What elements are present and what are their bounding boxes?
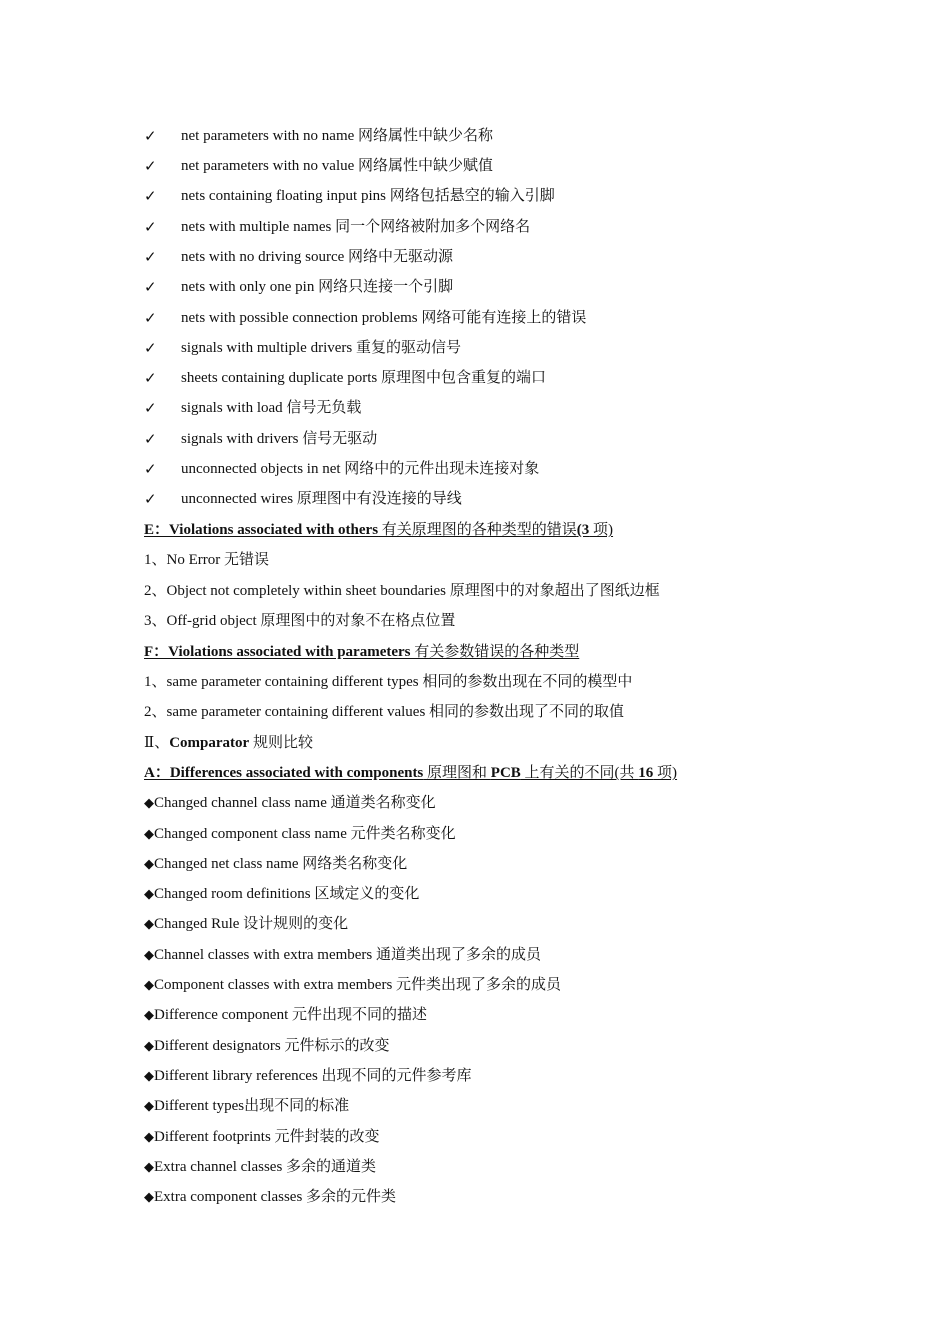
diamond-bullet-icon: ◆ — [144, 887, 154, 902]
checkmark-icon: ✓ — [144, 339, 157, 357]
check-item-text: signals with multiple drivers 重复的驱动信号 — [181, 340, 461, 356]
section-a-title: A：Differences associated with components — [144, 765, 424, 781]
section-e-title: E：Violations associated with others — [144, 522, 379, 538]
check-item-text: nets with no driving source 网络中无驱动源 — [181, 249, 454, 265]
diamond-bullet-icon: ◆ — [144, 978, 154, 993]
checkmark-icon: ✓ — [144, 278, 157, 296]
diamond-bullet-icon: ◆ — [144, 857, 154, 872]
checkmark-icon: ✓ — [144, 369, 157, 387]
check-item-text: unconnected wires 原理图中有没连接的导线 — [181, 491, 462, 507]
comparator-desc: 规则比较 — [249, 735, 313, 751]
comparator-title: Comparator — [169, 735, 250, 751]
diamond-bullet-icon: ◆ — [144, 1069, 154, 1084]
diamond-bullet-icon: ◆ — [144, 1099, 154, 1114]
check-item-text: unconnected objects in net 网络中的元件出现未连接对象 — [181, 461, 540, 477]
diamond-bullet-icon: ◆ — [144, 948, 154, 963]
check-item-text: nets containing floating input pins 网络包括悬空的输入引脚 — [181, 188, 555, 204]
checkmark-icon: ✓ — [144, 460, 157, 478]
section-f-desc: 有关参数错误的各种类型 — [410, 644, 580, 660]
diamond-bullet-icon: ◆ — [144, 1190, 154, 1205]
check-item-text: net parameters with no value 网络属性中缺少赋值 — [181, 158, 494, 174]
check-item-text: nets with multiple names 同一个网络被附加多个网络名 — [181, 219, 531, 235]
check-item-text: signals with drivers 信号无驱动 — [181, 431, 378, 447]
section-e-count: (3 — [576, 522, 590, 538]
checkmark-icon: ✓ — [144, 248, 157, 266]
checkmark-icon: ✓ — [144, 187, 157, 205]
check-item-text: net parameters with no name 网络属性中缺少名称 — [181, 128, 494, 144]
checkmark-icon: ✓ — [144, 157, 157, 175]
diamond-bullet-icon: ◆ — [144, 1008, 154, 1023]
document-page: ✓ net parameters with no name 网络属性中缺少名称 ✓ net parameters with no value 网络属性中缺少赋值 ✓ nets containing floating input pins 网络包括悬空的输入引脚 ✓ nets with multiple names 同一个网络被附加多个网络名 ✓ nets with no driving source 网络中无驱动源 ✓ nets with only one pin 网络只连接一个引脚 ✓ nets with possible connection problems 网络可能有连接上的错误 ✓ signals with multiple drivers 重复的驱动信号 ✓ sheets containing duplicate ports 原理图中包含重复的端口 ✓ signals with load 信号无负载 ✓ signals with drivers 信号无驱动 ✓ unconnected objects in net 网络中的元件出现未连接对象 ✓ unconnected wires 原理图中有没连接的导线 E：Violations associated with others 有关原理图的各种类型的错误(3 项) 1、No Error 无错误 2、Object not completely within sheet boundaries 原理图中的对象超出了图纸边框 3、Off-grid object 原理图中的对象不在格点位置 F：Violations associated with parameters 有关参数错误的各种类型 1、same parameter containing different types 相同的参数出现在不同的模型中 2、same parameter containing different values 相同的参数出现了不同的取值 Ⅱ、Comparator 规则比较 A：Differences associated with components 原理图和 PCB 上有关的不同(共 16 项) ◆Changed channel class name 通道类名称变化 ◆Changed component class name 元件类名称变化 ◆Changed net class name 网络类名称变化 ◆Changed room definitions 区域定义的变化 ◆Changed Rule 设计规则的变化 ◆Channel classes with extra members 通道类出现了多余的成员 ◆Component classes with extra members 元件类出现了多余的成员 ◆Difference component 元件出现不同的描述 ◆Different designators 元件标示的改变 ◆Different library references 出现不同的元件参考库 ◆Different types出现不同的标准 ◆Different footprints 元件封装的改变 ◆Extra channel classes 多余的通道类 ◆Extra component classes 多余的元件类 — [144, 127, 678, 1205]
diamond-bullet-icon: ◆ — [144, 1130, 154, 1145]
diamond-bullet-icon: ◆ — [144, 796, 154, 811]
checkmark-icon: ✓ — [144, 399, 157, 417]
diamond-bullet-icon: ◆ — [144, 917, 154, 932]
check-item-text: nets with only one pin 网络只连接一个引脚 — [181, 279, 454, 295]
checkmark-icon: ✓ — [144, 490, 157, 508]
comparator-prefix: Ⅱ、 — [144, 735, 170, 751]
diamond-bullet-icon: ◆ — [144, 1039, 154, 1054]
diamond-bullet-icon: ◆ — [144, 827, 154, 842]
diamond-bullet-icon: ◆ — [144, 1160, 154, 1175]
check-item-text: signals with load 信号无负载 — [181, 400, 362, 416]
section-e-count-unit: 项) — [589, 522, 614, 538]
checkmark-icon: ✓ — [144, 218, 157, 236]
checkmark-icon: ✓ — [144, 430, 157, 448]
section-f-title: F：Violations associated with parameters — [144, 644, 411, 660]
checkmark-icon: ✓ — [144, 309, 157, 327]
check-item-text: sheets containing duplicate ports 原理图中包含重复的端口 — [181, 370, 546, 386]
check-item-text: nets with possible connection problems 网络可能有连接上的错误 — [181, 310, 587, 326]
checkmark-icon: ✓ — [144, 127, 157, 145]
section-e-desc: 有关原理图的各种类型的错误 — [378, 522, 577, 538]
